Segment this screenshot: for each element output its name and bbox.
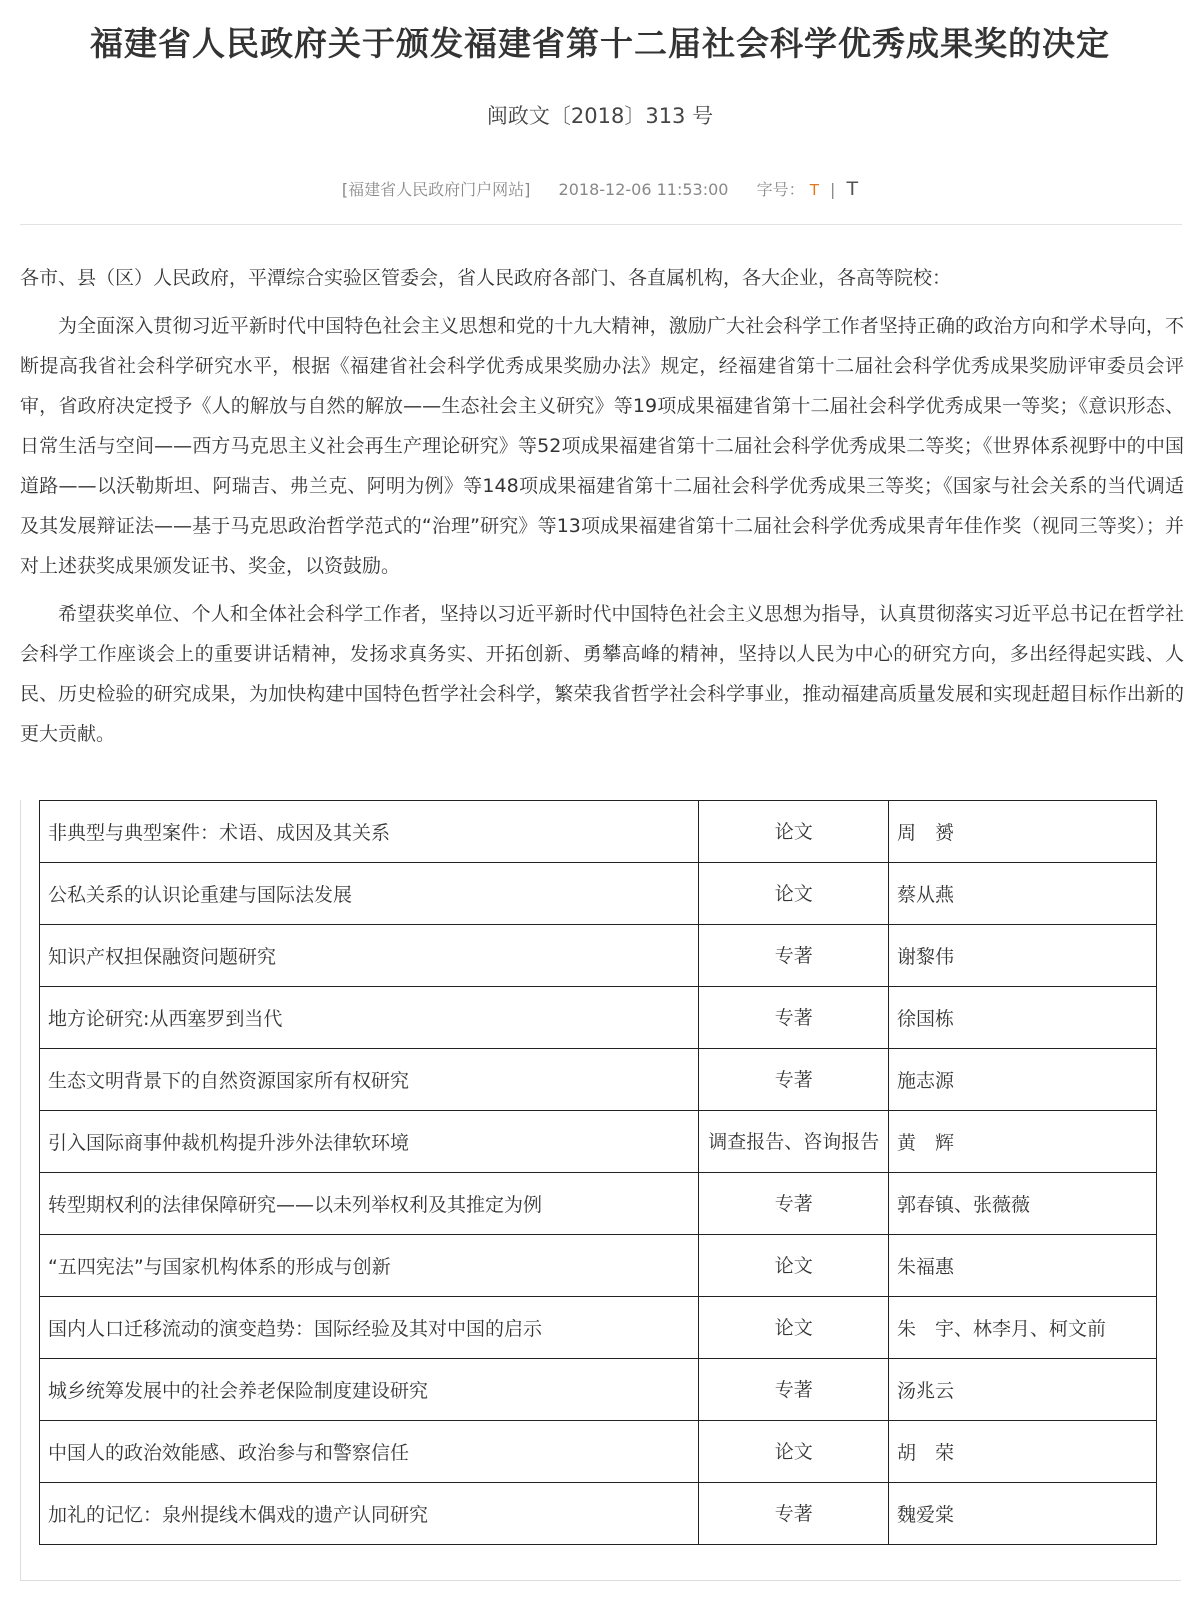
achievement-title: 地方论研究:从西塞罗到当代 (40, 987, 699, 1049)
achievement-author: 徐国栋 (889, 987, 1157, 1049)
achievement-author: 黄 辉 (889, 1111, 1157, 1173)
table-container (20, 800, 1181, 1581)
table-row (40, 1297, 1157, 1359)
table-row (40, 1173, 1157, 1235)
table-row (40, 863, 1157, 925)
achievement-title: 公私关系的认识论重建与国际法发展 (40, 863, 699, 925)
achievement-type: 论文 (699, 1297, 889, 1359)
table-row (40, 1235, 1157, 1297)
achievement-author: 蔡从燕 (889, 863, 1157, 925)
font-size-small-button[interactable]: T (809, 181, 819, 199)
achievement-title: 知识产权担保融资问题研究 (40, 925, 699, 987)
header-divider (20, 224, 1182, 225)
body-paragraph-2: 希望获奖单位、个人和全体社会科学工作者，坚持以习近平新时代中国特色社会主义思想为指导，认真贯彻落实习近平总书记在哲学社会科学工作座谈会上的重要讲话精神，发扬求真务实、开拓创新、勇攀高峰的精神，坚持以人民为中心的研究方向，多出经得起实践、人民、历史检验的研究成果，为加快构建中国特色哲学社会科学，繁荣我省哲学社会科学事业，推动福建高质量发展和实现赶超目标作出新的更大贡献。 (20, 603, 1184, 745)
award-table (39, 800, 1157, 1545)
achievement-author: 朱 宇、林李月、柯文前 (889, 1297, 1157, 1359)
achievement-author: 汤兆云 (889, 1359, 1157, 1421)
achievement-type: 专著 (699, 1359, 889, 1421)
achievement-author: 谢黎伟 (889, 925, 1157, 987)
salutation: 各市、县（区）人民政府，平潭综合实验区管委会，省人民政府各部门、各直属机构，各大企业，各高等院校： (20, 267, 952, 289)
achievement-title: “五四宪法”与国家机构体系的形成与创新 (40, 1235, 699, 1297)
table-row (40, 925, 1157, 987)
achievement-title: 引入国际商事仲裁机构提升涉外法律软环境 (40, 1111, 699, 1173)
achievement-type: 专著 (699, 987, 889, 1049)
document-number: 闽政文〔2018〕313 号 (486, 104, 714, 128)
achievement-title: 加礼的记忆：泉州提线木偶戏的遗产认同研究 (40, 1483, 699, 1545)
achievement-type: 论文 (699, 1421, 889, 1483)
achievement-title: 中国人的政治效能感、政治参与和警察信任 (40, 1421, 699, 1483)
achievement-title: 国内人口迁移流动的演变趋势：国际经验及其对中国的启示 (40, 1297, 699, 1359)
publish-datetime: 2018-12-06 11:53:00 (558, 180, 729, 199)
achievement-type: 专著 (699, 1049, 889, 1111)
achievement-type: 专著 (699, 1173, 889, 1235)
table-row (40, 801, 1157, 863)
achievement-title: 非典型与典型案件：术语、成因及其关系 (40, 801, 699, 863)
achievement-title: 转型期权利的法律保障研究——以未列举权利及其推定为例 (40, 1173, 699, 1235)
font-size-label: 字号： (756, 180, 805, 199)
achievement-type: 专著 (699, 925, 889, 987)
source-link[interactable]: [福建省人民政府门户网站] (341, 180, 531, 199)
font-size-separator: | (830, 180, 836, 199)
achievement-author: 魏爱棠 (889, 1483, 1157, 1545)
achievement-author: 朱福惠 (889, 1235, 1157, 1297)
achievement-title: 城乡统筹发展中的社会养老保险制度建设研究 (40, 1359, 699, 1421)
achievement-type: 专著 (699, 1483, 889, 1545)
achievement-type: 论文 (699, 863, 889, 925)
document-title: 福建省人民政府关于颁发福建省第十二届社会科学优秀成果奖的决定 (90, 24, 1110, 63)
achievement-author: 郭春镇、张薇薇 (889, 1173, 1157, 1235)
table-row (40, 987, 1157, 1049)
table-row (40, 1359, 1157, 1421)
document-body (20, 258, 1184, 762)
body-paragraph-1: 为全面深入贯彻习近平新时代中国特色社会主义思想和党的十九大精神，激励广大社会科学工作者坚持正确的政治方向和学术导向，不断提高我省社会科学研究水平，根据《福建省社会科学优秀成果奖励办法》规定，经福建省第十二届社会科学优秀成果奖励评审委员会评审，省政府决定授予《人的解放与自然的解放——生态社会主义研究》等19项成果福建省第十二届社会科学优秀成果一等奖；《意识形态、日常生活与空间——西方马克思主义社会再生产理论研究》等52项成果福建省第十二届社会科学优秀成果二等奖；《世界体系视野中的中国道路——以沃勒斯坦、阿瑞吉、弗兰克、阿明为例》等148项成果福建省第十二届社会科学优秀成果三等奖；《国家与社会关系的当代调适及其发展辩证法——基于马克思政治哲学范式的“治理”研究》等13项成果福建省第十二届社会科学优秀成果青年佳作奖（视同三等奖）；并对上述获奖成果颁发证书、奖金，以资鼓励。 (20, 315, 1184, 577)
table-row (40, 1421, 1157, 1483)
achievement-type: 论文 (699, 1235, 889, 1297)
table-row (40, 1049, 1157, 1111)
achievement-type: 调查报告、咨询报告 (699, 1111, 889, 1173)
achievement-type: 论文 (699, 801, 889, 863)
achievement-author: 施志源 (889, 1049, 1157, 1111)
achievement-title: 生态文明背景下的自然资源国家所有权研究 (40, 1049, 699, 1111)
table-row (40, 1483, 1157, 1545)
document-meta (0, 177, 1200, 200)
achievement-author: 胡 荣 (889, 1421, 1157, 1483)
table-row (40, 1111, 1157, 1173)
achievement-author: 周 赟 (889, 801, 1157, 863)
font-size-large-button[interactable]: T (846, 178, 859, 200)
